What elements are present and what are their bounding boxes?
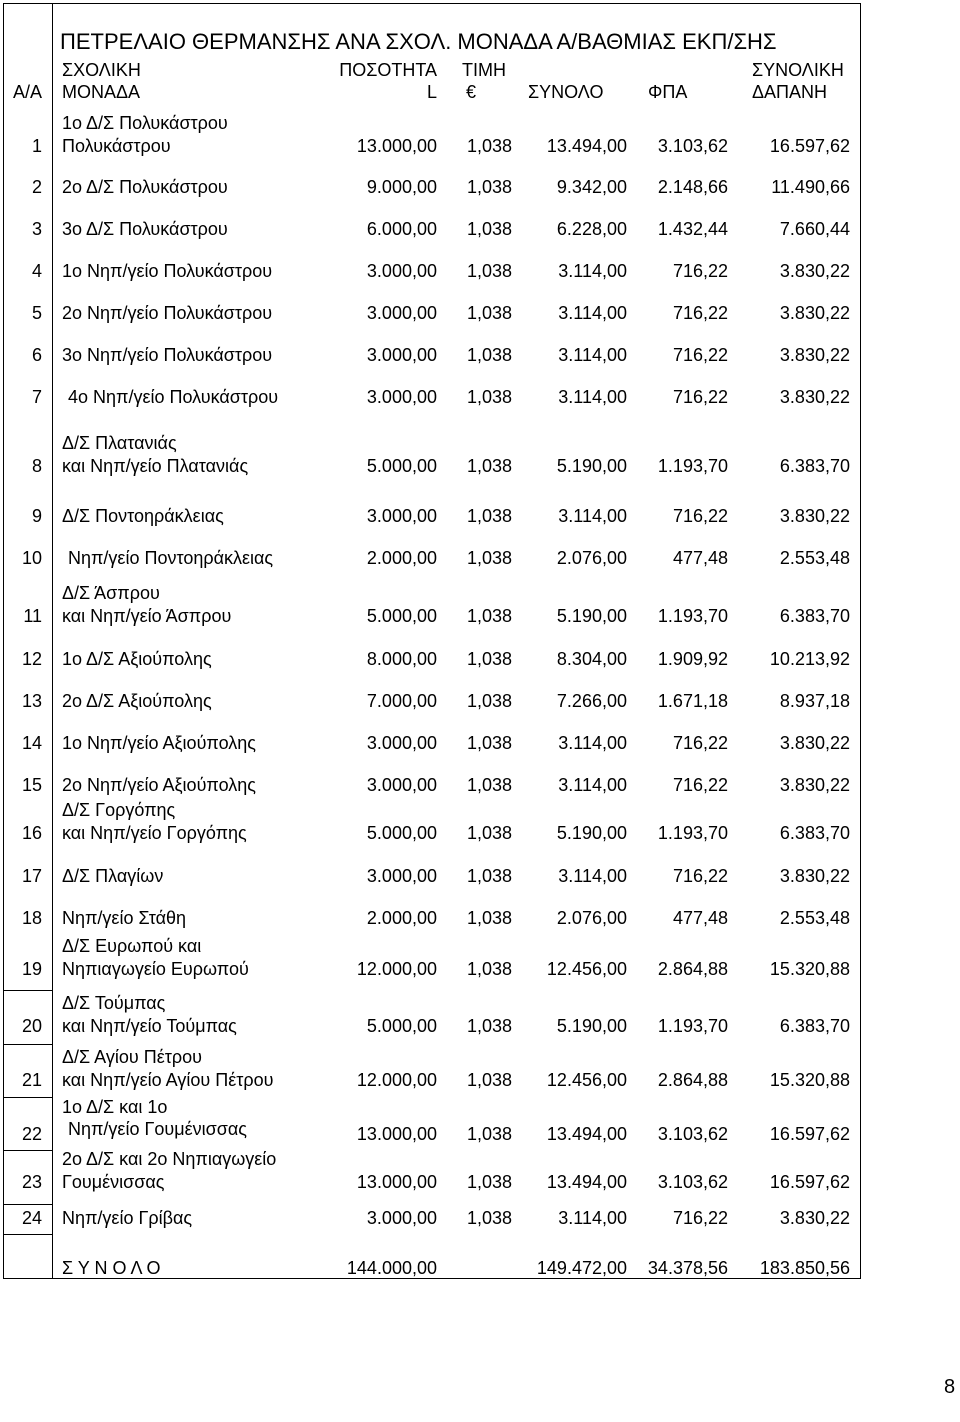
total-cost-cell: 16.597,62 — [769, 1123, 850, 1144]
school-name-line: Δ/Σ Τούμπας — [62, 992, 166, 1013]
vat-cell: 477,48 — [672, 907, 728, 928]
quantity-cell: 3.000,00 — [366, 774, 437, 795]
quantity-cell: 12.000,00 — [356, 1069, 437, 1090]
price-cell: 1,038 — [466, 344, 512, 365]
school-name — [62, 865, 342, 888]
header-school-line: ΜΟΝΑΔΑ — [62, 82, 141, 102]
quantity-cell: 8.000,00 — [366, 648, 437, 669]
quantity-cell: 5.000,00 — [366, 455, 437, 476]
total-cell: 5.190,00 — [556, 822, 627, 843]
school-name — [68, 386, 348, 409]
price-cell: 1,038 — [466, 958, 512, 979]
row-number: 15 — [21, 774, 42, 795]
total-cost-cell: 11.490,66 — [771, 176, 850, 197]
school-name-line: 1ο Νηπ/γείο Πολυκάστρου — [62, 260, 273, 281]
price-cell: 1,038 — [466, 605, 512, 626]
table-row — [0, 218, 960, 241]
row-number: 3 — [31, 218, 42, 239]
header-total: ΣΥΝΟΛΟ — [528, 82, 604, 102]
school-name-line: και Νηπ/γείο Τούμπας — [62, 1015, 237, 1036]
school-name-line: Δ/Σ Γοργόπης — [62, 799, 176, 820]
header-number: Α/Α — [12, 82, 42, 102]
row-number: 11 — [23, 605, 42, 626]
table-row — [0, 1096, 960, 1146]
school-name — [68, 547, 348, 570]
price-cell: 1,038 — [466, 1069, 512, 1090]
vat-cell: 3.103,62 — [657, 135, 728, 156]
school-name-line: 1ο Νηπ/γείο Αξιούπολης — [62, 732, 256, 753]
school-name-line: Νηπ/γείο Γρίβας — [62, 1207, 193, 1228]
vat-cell: 716,22 — [672, 386, 728, 407]
school-name — [62, 1096, 342, 1140]
price-cell: 1,038 — [466, 505, 512, 526]
school-name-line: Δ/Σ Ποντοηράκλειας — [62, 505, 224, 526]
vat-cell: 1.193,70 — [657, 455, 728, 476]
row-number: 9 — [31, 505, 42, 526]
vat-cell: 716,22 — [672, 865, 728, 886]
school-name-line: Νηπ/γείο Στάθη — [62, 907, 187, 928]
school-name-line: 1ο Δ/Σ και 1ο — [62, 1096, 168, 1117]
header-cost-line: ΣΥΝΟΛΙΚΗ — [752, 60, 844, 80]
row-number: 8 — [31, 455, 42, 476]
price-cell: 1,038 — [466, 218, 512, 239]
vat-cell: 2.864,88 — [657, 958, 728, 979]
row-number: 7 — [31, 386, 42, 407]
row-number: 22 — [21, 1123, 42, 1144]
price-cell: 1,038 — [466, 1207, 512, 1228]
vat-cell: 3.103,62 — [657, 1123, 728, 1144]
total-cell: 3.114,00 — [558, 774, 627, 795]
total-cost-cell: 3.830,22 — [779, 732, 850, 753]
price-cell: 1,038 — [466, 135, 512, 156]
summary-vat: 34.378,56 — [647, 1257, 728, 1278]
total-cost-cell: 7.660,44 — [779, 218, 850, 239]
table-row — [0, 1046, 960, 1092]
row-number: 2 — [31, 176, 42, 197]
school-name — [62, 935, 342, 981]
quantity-cell: 3.000,00 — [366, 344, 437, 365]
row-number: 5 — [31, 302, 42, 323]
school-name — [62, 344, 342, 367]
price-cell: 1,038 — [466, 732, 512, 753]
price-cell: 1,038 — [466, 1015, 512, 1036]
price-cell: 1,038 — [466, 455, 512, 476]
header-quantity-line: ΠΟΣΟΤΗΤΑ — [339, 60, 437, 80]
header-school-line: ΣΧΟΛΙΚΗ — [62, 60, 141, 80]
total-cost-cell: 10.213,92 — [769, 648, 850, 669]
table-row — [0, 582, 960, 628]
row-number: 6 — [31, 344, 42, 365]
table-row — [0, 112, 960, 158]
school-name-line: και Νηπ/γείο Πλατανιάς — [62, 455, 249, 476]
total-cell: 3.114,00 — [558, 302, 627, 323]
vat-cell: 1.671,18 — [657, 690, 728, 711]
row-number: 19 — [21, 958, 42, 979]
price-cell: 1,038 — [466, 774, 512, 795]
quantity-cell: 7.000,00 — [366, 690, 437, 711]
row-number: 24 — [21, 1207, 42, 1228]
total-cost-cell: 2.553,48 — [779, 907, 850, 928]
vat-cell: 1.193,70 — [657, 1015, 728, 1036]
total-cost-cell: 15.320,88 — [769, 1069, 850, 1090]
total-cost-cell: 3.830,22 — [779, 774, 850, 795]
total-cost-cell: 2.553,48 — [779, 547, 850, 568]
total-cost-cell: 15.320,88 — [769, 958, 850, 979]
summary-total: 149.472,00 — [536, 1257, 627, 1278]
school-name — [62, 432, 342, 478]
school-name — [62, 112, 342, 158]
row-number: 4 — [31, 260, 42, 281]
total-cost-cell: 3.830,22 — [779, 260, 850, 281]
vat-cell: 716,22 — [672, 505, 728, 526]
summary-quantity: 144.000,00 — [346, 1257, 437, 1278]
price-cell: 1,038 — [466, 865, 512, 886]
total-cell: 5.190,00 — [556, 605, 627, 626]
row-number: 1 — [31, 135, 42, 156]
price-cell: 1,038 — [466, 907, 512, 928]
school-name-line: 4ο Νηπ/γείο Πολυκάστρου — [68, 386, 279, 407]
price-cell: 1,038 — [466, 386, 512, 407]
row-number: 14 — [21, 732, 42, 753]
page-number: 8 — [944, 1376, 956, 1398]
school-name-line: Νηπιαγωγείο Ευρωπού — [62, 958, 249, 979]
school-name-line: και Νηπ/γείο Αγίου Πέτρου — [62, 1069, 274, 1090]
quantity-cell: 13.000,00 — [356, 135, 437, 156]
school-name — [62, 302, 342, 325]
vat-cell: 1.909,92 — [657, 648, 728, 669]
vat-cell: 716,22 — [672, 774, 728, 795]
total-cost-cell: 6.383,70 — [779, 1015, 850, 1036]
vat-cell: 716,22 — [672, 1207, 728, 1228]
school-name-line: Νηπ/γείο Ποντοηράκλειας — [68, 547, 274, 568]
table-row — [0, 302, 960, 325]
table-row — [0, 176, 960, 199]
table-row — [0, 1207, 960, 1230]
school-name — [62, 648, 342, 671]
total-cell: 7.266,00 — [556, 690, 627, 711]
total-cell: 9.342,00 — [556, 176, 627, 197]
header-quantity-unit: L — [426, 82, 437, 102]
total-cell: 12.456,00 — [546, 958, 627, 979]
row-number: 12 — [21, 648, 42, 669]
school-name-line: 2ο Νηπ/γείο Πολυκάστρου — [62, 302, 273, 323]
total-cell: 3.114,00 — [558, 386, 627, 407]
school-name-line: 1ο Δ/Σ Αξιούπολης — [62, 648, 212, 669]
price-cell: 1,038 — [466, 176, 512, 197]
table-row — [0, 386, 960, 409]
table-row — [0, 935, 960, 981]
summary-row — [0, 1257, 960, 1280]
total-cost-cell: 3.830,22 — [779, 386, 850, 407]
quantity-cell: 3.000,00 — [366, 260, 437, 281]
table-row — [0, 907, 960, 930]
school-name-line: Δ/Σ Ευρωπού και — [62, 935, 202, 956]
vat-cell: 716,22 — [672, 260, 728, 281]
total-cost-cell: 3.830,22 — [779, 302, 850, 323]
school-name-line: 3ο Δ/Σ Πολυκάστρου — [62, 218, 228, 239]
quantity-cell: 3.000,00 — [366, 302, 437, 323]
header-vat: ΦΠΑ — [648, 82, 688, 102]
school-name-line: 2ο Δ/Σ Αξιούπολης — [62, 690, 212, 711]
table-row — [0, 732, 960, 755]
school-name — [62, 260, 342, 283]
table-row — [0, 505, 960, 528]
total-cell: 8.304,00 — [556, 648, 627, 669]
total-cell: 13.494,00 — [546, 1171, 627, 1192]
total-cost-cell: 8.937,18 — [779, 690, 850, 711]
price-cell: 1,038 — [466, 302, 512, 323]
total-cell: 12.456,00 — [546, 1069, 627, 1090]
vat-cell: 1.193,70 — [657, 822, 728, 843]
table-row — [0, 1148, 960, 1194]
quantity-cell: 5.000,00 — [366, 1015, 437, 1036]
school-name-line: και Νηπ/γείο Γοργόπης — [62, 822, 247, 843]
table-row — [0, 547, 960, 570]
quantity-cell: 2.000,00 — [366, 547, 437, 568]
table-row — [0, 344, 960, 367]
school-name-line: 2ο Δ/Σ Πολυκάστρου — [62, 176, 228, 197]
price-cell: 1,038 — [466, 1171, 512, 1192]
quantity-cell: 3.000,00 — [366, 505, 437, 526]
table-row — [0, 260, 960, 283]
total-cell: 13.494,00 — [546, 135, 627, 156]
school-name-line: Δ/Σ Πλαγίων — [62, 865, 164, 886]
quantity-cell: 12.000,00 — [356, 958, 437, 979]
total-cell: 5.190,00 — [556, 1015, 627, 1036]
quantity-cell: 2.000,00 — [366, 907, 437, 928]
row-number: 16 — [21, 822, 42, 843]
quantity-cell: 3.000,00 — [366, 865, 437, 886]
school-name — [62, 1148, 342, 1194]
total-cell: 2.076,00 — [556, 547, 627, 568]
school-name-line: Πολυκάστρου — [62, 135, 171, 156]
school-name-line: 2ο Νηπ/γείο Αξιούπολης — [62, 774, 256, 795]
table-row — [0, 799, 960, 845]
total-cost-cell: 3.830,22 — [779, 1207, 850, 1228]
price-cell: 1,038 — [466, 822, 512, 843]
school-name — [62, 774, 342, 797]
school-name-line: και Νηπ/γείο Άσπρου — [62, 605, 232, 626]
school-name-line: Γουμένισσας — [62, 1171, 165, 1192]
school-name-line: 2ο Δ/Σ και 2ο Νηπιαγωγείο — [62, 1148, 277, 1169]
row-number: 21 — [21, 1069, 42, 1090]
table-title: ΠΕΤΡΕΛΑΙΟ ΘΕΡΜΑΝΣΗΣ ΑΝΑ ΣΧΟΛ. ΜΟΝΑΔΑ Α/ΒΑΘΜΙΑΣ ΕΚΠ/ΣΗΣ — [60, 29, 777, 54]
total-cell: 3.114,00 — [558, 865, 627, 886]
vat-cell: 2.148,66 — [657, 176, 728, 197]
summary-label: Σ Υ Ν Ο Λ Ο — [62, 1257, 161, 1278]
school-name — [62, 732, 342, 755]
quantity-cell: 6.000,00 — [366, 218, 437, 239]
vat-cell: 716,22 — [672, 302, 728, 323]
quantity-cell: 3.000,00 — [366, 386, 437, 407]
table-row — [0, 432, 960, 478]
row-number: 18 — [21, 907, 42, 928]
table-row — [0, 648, 960, 671]
header-price-unit: € — [466, 82, 477, 102]
vat-cell: 477,48 — [672, 547, 728, 568]
quantity-cell: 13.000,00 — [356, 1171, 437, 1192]
total-cost-cell: 3.830,22 — [779, 344, 850, 365]
school-name — [62, 582, 342, 628]
total-cost-cell: 16.597,62 — [769, 1171, 850, 1192]
total-cell: 3.114,00 — [558, 260, 627, 281]
school-name — [62, 799, 342, 845]
school-name-line: Δ/Σ Πλατανιάς — [62, 432, 177, 453]
row-number: 23 — [21, 1171, 42, 1192]
total-cell: 2.076,00 — [556, 907, 627, 928]
quantity-cell: 3.000,00 — [366, 1207, 437, 1228]
total-cost-cell: 16.597,62 — [769, 135, 850, 156]
quantity-cell: 13.000,00 — [356, 1123, 437, 1144]
total-cell: 3.114,00 — [558, 344, 627, 365]
quantity-cell: 3.000,00 — [366, 732, 437, 753]
school-name — [62, 1207, 342, 1230]
total-cell: 3.114,00 — [558, 732, 627, 753]
header-price-line: ΤΙΜΗ — [462, 60, 506, 80]
vat-cell: 2.864,88 — [657, 1069, 728, 1090]
table-row — [0, 865, 960, 888]
table-row — [0, 992, 960, 1038]
school-name — [62, 1046, 342, 1092]
school-name-line: Δ/Σ Αγίου Πέτρου — [62, 1046, 202, 1067]
row-number: 20 — [21, 1015, 42, 1036]
school-name — [62, 218, 342, 241]
price-cell: 1,038 — [466, 690, 512, 711]
vat-cell: 716,22 — [672, 732, 728, 753]
table-row — [0, 690, 960, 713]
total-cost-cell: 3.830,22 — [779, 505, 850, 526]
school-name — [62, 690, 342, 713]
total-cost-cell: 3.830,22 — [779, 865, 850, 886]
total-cell: 5.190,00 — [556, 455, 627, 476]
header-cost-line: ΔΑΠΑΝΗ — [752, 82, 828, 102]
school-name-line: Δ/Σ Άσπρου — [62, 582, 160, 603]
school-name — [62, 992, 342, 1038]
row-number: 10 — [21, 547, 42, 568]
total-cell: 13.494,00 — [546, 1123, 627, 1144]
vat-cell: 1.432,44 — [657, 218, 728, 239]
price-cell: 1,038 — [466, 547, 512, 568]
total-cell: 6.228,00 — [556, 218, 627, 239]
quantity-cell: 5.000,00 — [366, 822, 437, 843]
school-name-line: 3ο Νηπ/γείο Πολυκάστρου — [62, 344, 273, 365]
price-cell: 1,038 — [466, 648, 512, 669]
school-name — [62, 505, 342, 528]
row-number: 13 — [21, 690, 42, 711]
table-row — [0, 774, 960, 797]
total-cost-cell: 6.383,70 — [779, 822, 850, 843]
vat-cell: 1.193,70 — [657, 605, 728, 626]
total-cell: 3.114,00 — [558, 505, 627, 526]
vat-cell: 3.103,62 — [657, 1171, 728, 1192]
total-cost-cell: 6.383,70 — [779, 605, 850, 626]
summary-cost: 183.850,56 — [759, 1257, 850, 1278]
total-cost-cell: 6.383,70 — [779, 455, 850, 476]
school-name-line: 1ο Δ/Σ Πολυκάστρου — [62, 112, 228, 133]
school-name — [62, 907, 342, 930]
price-cell: 1,038 — [466, 260, 512, 281]
quantity-cell: 5.000,00 — [366, 605, 437, 626]
school-name-line: Νηπ/γείο Γουμένισσας — [68, 1118, 247, 1139]
row-number: 17 — [21, 865, 42, 886]
total-cell: 3.114,00 — [558, 1207, 627, 1228]
quantity-cell: 9.000,00 — [366, 176, 437, 197]
vat-cell: 716,22 — [672, 344, 728, 365]
price-cell: 1,038 — [466, 1123, 512, 1144]
school-name — [62, 176, 342, 199]
